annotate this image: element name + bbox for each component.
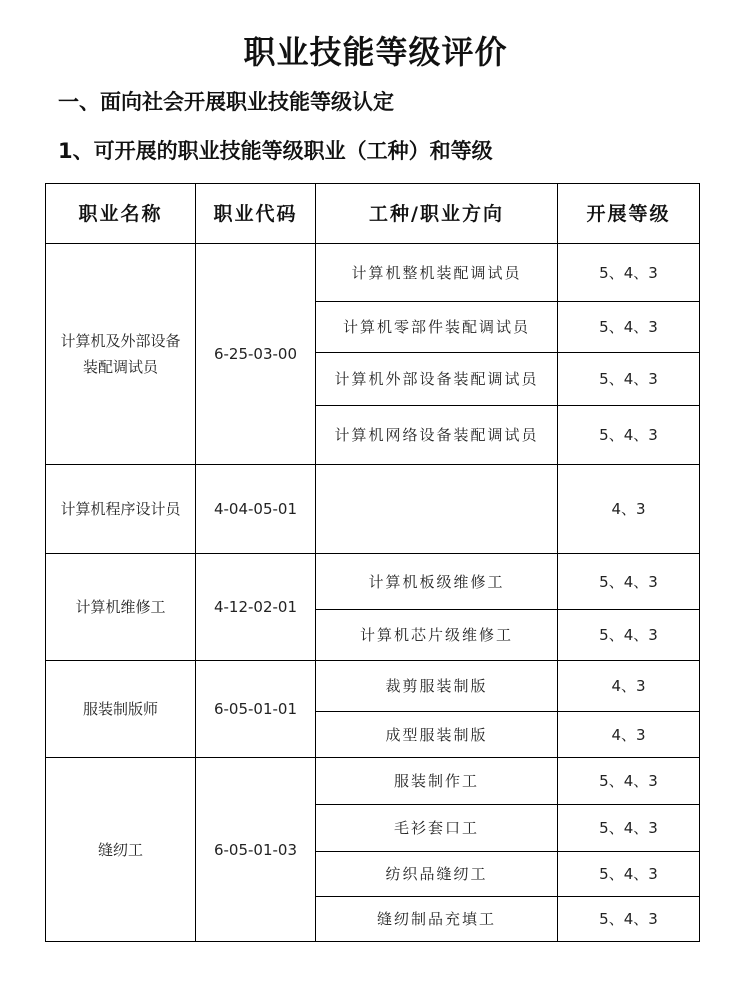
occupation-name-cell: 计算机维修工	[46, 554, 196, 661]
occupation-name-cell: 服装制版师	[46, 661, 196, 758]
page-title: 职业技能等级评价	[243, 33, 508, 71]
direction-cell: 计算机整机装配调试员	[316, 244, 558, 302]
header-direction: 工种/职业方向	[316, 184, 558, 244]
occupation-code-cell: 6-25-03-00	[196, 244, 316, 465]
level-cell: 4、3	[558, 661, 700, 712]
direction-cell: 计算机外部设备装配调试员	[316, 353, 558, 406]
header-occupation-code: 职业代码	[196, 184, 316, 244]
level-cell: 5、4、3	[558, 244, 700, 302]
occupation-table	[45, 183, 700, 942]
occupation-code-cell: 4-12-02-01	[196, 554, 316, 661]
level-cell: 4、3	[558, 712, 700, 758]
section-heading: 一、面向社会开展职业技能等级认定	[58, 90, 394, 114]
level-cell: 5、4、3	[558, 758, 700, 805]
subsection-heading: 1、可开展的职业技能等级职业（工种）和等级	[58, 139, 493, 163]
level-cell: 5、4、3	[558, 852, 700, 897]
level-cell: 5、4、3	[558, 897, 700, 942]
level-cell: 5、4、3	[558, 805, 700, 852]
level-cell: 5、4、3	[558, 406, 700, 465]
level-cell: 5、4、3	[558, 610, 700, 661]
direction-cell: 计算机芯片级维修工	[316, 610, 558, 661]
level-cell: 5、4、3	[558, 554, 700, 610]
level-cell: 5、4、3	[558, 353, 700, 406]
direction-cell: 计算机板级维修工	[316, 554, 558, 610]
direction-cell: 成型服装制版	[316, 712, 558, 758]
occupation-code-cell: 6-05-01-03	[196, 758, 316, 942]
occupation-name-cell: 计算机程序设计员	[46, 465, 196, 554]
occupation-code-cell: 6-05-01-01	[196, 661, 316, 758]
table-row	[46, 465, 700, 554]
occupation-code-cell: 4-04-05-01	[196, 465, 316, 554]
header-occupation-name: 职业名称	[46, 184, 196, 244]
header-level: 开展等级	[558, 184, 700, 244]
direction-cell: 计算机网络设备装配调试员	[316, 406, 558, 465]
occupation-name-cell: 计算机及外部设备装配调试员	[46, 244, 196, 465]
direction-cell: 纺织品缝纫工	[316, 852, 558, 897]
table-header-row	[46, 184, 700, 244]
direction-cell	[316, 465, 558, 554]
occupation-name-cell: 缝纫工	[46, 758, 196, 942]
direction-cell: 服装制作工	[316, 758, 558, 805]
direction-cell: 裁剪服装制版	[316, 661, 558, 712]
table-row	[46, 661, 700, 712]
level-cell: 5、4、3	[558, 302, 700, 353]
table-row	[46, 244, 700, 302]
level-cell: 4、3	[558, 465, 700, 554]
direction-cell: 毛衫套口工	[316, 805, 558, 852]
table-row	[46, 758, 700, 805]
direction-cell: 计算机零部件装配调试员	[316, 302, 558, 353]
table-row	[46, 554, 700, 610]
direction-cell: 缝纫制品充填工	[316, 897, 558, 942]
